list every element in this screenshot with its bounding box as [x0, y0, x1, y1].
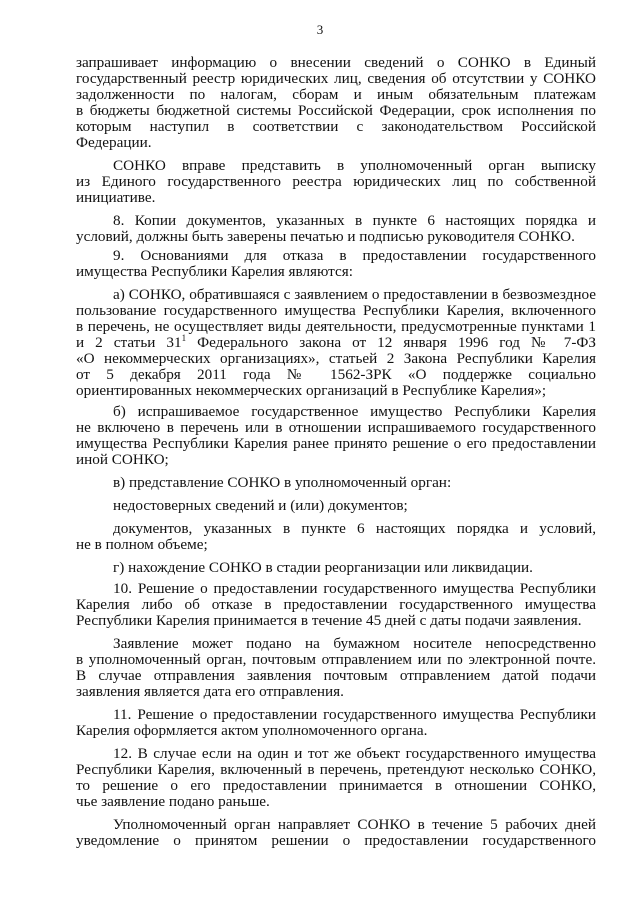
text-line: 10. Решение о предоставлении государственного имущества Республики — [113, 580, 596, 597]
text-line: инициативе. — [76, 189, 156, 206]
paragraph-application-submission — [76, 636, 596, 700]
page-number: 3 — [316, 22, 324, 37]
text-line: условий, должны быть заверены печатью и подписью руководителя СОНКО. — [76, 228, 575, 245]
paragraph-item-8 — [76, 213, 596, 245]
text-fragment: Федерального закона от 12 января 1996 год № 7-ФЗ — [186, 334, 596, 351]
superscript: 1 — [181, 333, 187, 343]
paragraph-item-9a — [76, 287, 596, 399]
text-line: которым наступил в соответствии с законодательством Российской — [76, 118, 596, 135]
paragraph-item-9v-2 — [76, 521, 596, 553]
text-line: Республики Карелия принимается в течение 45 дней с даты подачи заявления. — [76, 612, 582, 629]
text-line: в уполномоченный орган, почтовым отправлением или по электронной почте. — [76, 651, 596, 668]
text-line: то решение о его предоставлении принимается в отношении СОНКО, — [76, 777, 596, 794]
text-line: 9. Основаниями для отказа в предоставлении государственного — [113, 247, 596, 264]
text-line: чье заявление подано раньше. — [76, 793, 270, 810]
text-line: задолженности по налогам, сборам и иным обязательным платежам — [76, 86, 596, 103]
text-line: уведомление о принятом решении о предоставлении государственного — [76, 832, 596, 849]
text-line: б) испрашиваемое государственное имущество Республики Карелия — [113, 403, 596, 420]
text-line: а) СОНКО, обратившаяся с заявлением о предоставлении в безвозмездное — [113, 286, 596, 303]
document-body — [76, 55, 596, 849]
text-line: иной СОНКО; — [76, 451, 169, 468]
text-fragment: и 2 статьи 31 — [76, 334, 182, 351]
text-line: в) представление СОНКО в уполномоченный орган: — [113, 474, 452, 491]
paragraph-item-10 — [76, 581, 596, 629]
text-line: Республики Карелия, включенный в перечень, претендуют несколько СОНКО, — [76, 761, 596, 778]
text-line: документов, указанных в пункте 6 настоящих порядка и условий, — [113, 520, 596, 537]
paragraph-item-12 — [76, 746, 596, 810]
text-line: СОНКО вправе представить в уполномоченный орган выписку — [113, 157, 596, 174]
text-line: г) нахождение СОНКО в стадии реорганизации или ликвидации. — [113, 559, 533, 576]
text-line: в перечень, не осуществляет виды деятельности, предусмотренные пунктами 1 — [76, 318, 596, 335]
text-line: ориентированных некоммерческих организаций в Республике Карелия»; — [76, 382, 547, 399]
text-line: пользование государственного имущества Республики Карелия, включенного — [76, 302, 596, 319]
text-line: В случае отправления заявления почтовым отправлением датой подачи — [76, 667, 596, 684]
text-line: «О некоммерческих организациях», статьей 2 Закона Республики Карелия — [76, 350, 596, 367]
paragraph-item-11 — [76, 707, 596, 739]
paragraph-intro-continuation — [76, 55, 596, 151]
text-line: имущества Республики Карелия являются: — [76, 263, 353, 280]
paragraph-notification — [76, 817, 596, 849]
text-line: в бюджеты бюджетной системы Российской Федерации, срок исполнения по — [76, 102, 596, 119]
text-line: Федерации. — [76, 134, 152, 151]
text-line: не включено в перечень или в отношении испрашиваемого государственного — [76, 419, 596, 436]
text-line: 11. Решение о предоставлении государственного имущества Республики — [113, 706, 596, 723]
text-line: не в полном объеме; — [76, 536, 208, 553]
text-line: 12. В случае если на один и тот же объект государственного имущества — [113, 745, 596, 762]
paragraph-item-9b — [76, 404, 596, 468]
paragraph-item-9v-1 — [76, 498, 596, 514]
text-line: от 5 декабря 2011 года № 1562-ЗРК «О поддержке социально — [76, 366, 596, 383]
text-line: Уполномоченный орган направляет СОНКО в течение 5 рабочих дней — [113, 816, 596, 833]
paragraph-item-9v — [76, 475, 596, 491]
text-line: государственный реестр юридических лиц, сведения об отсутствии у СОНКО — [76, 70, 596, 87]
text-line: заявления является дата его отправления. — [76, 683, 344, 700]
text-line: Карелия оформляется актом уполномоченного органа. — [76, 722, 428, 739]
text-line: недостоверных сведений и (или) документов; — [113, 497, 408, 514]
text-line: запрашивает информацию о внесении сведений о СОНКО в Единый — [76, 54, 596, 71]
paragraph-item-9 — [76, 248, 596, 280]
paragraph-item-9g — [76, 560, 596, 576]
text-line: 8. Копии документов, указанных в пункте 6 настоящих порядка и — [113, 212, 596, 229]
text-line-with-superscript — [76, 335, 596, 351]
paragraph-extract-right — [76, 158, 596, 206]
text-line: Заявление может подано на бумажном носителе непосредственно — [113, 635, 596, 652]
text-line: имущества Республики Карелия ранее принято решение о его предоставлении — [76, 435, 596, 452]
text-line: из Единого государственного реестра юридических лиц по собственной — [76, 173, 596, 190]
text-line: Карелия либо об отказе в предоставлении государственного имущества — [76, 596, 596, 613]
